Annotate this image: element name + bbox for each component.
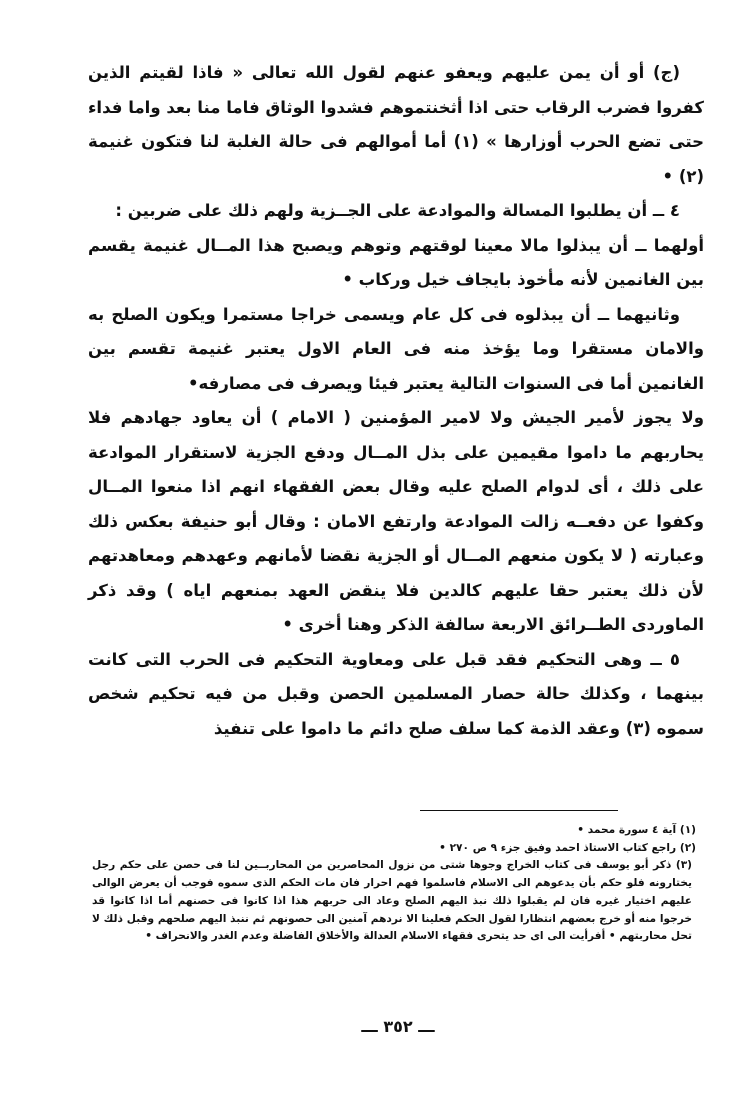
paragraph-first-type: أولهما ــ أن يبذلوا مالا معينا لوقتهم وتوهم ويصبح هذا المــال غنيمة يقسم بين الغانمين لأنه مأخوذ بايجاف خيل وركاب • (88, 235, 704, 289)
footnote-2: (٢) راجع كتاب الاستاذ احمد وفيق جزء ٩ ص ٢٧٠ • (439, 841, 696, 854)
paragraph-second-type: وثانيهما ــ أن يبذلوه فى كل عام ويسمى خراجا مستمرا ويكون الصلح به والامان مستقرا وما يؤخذ منه فى العام الاول يعتبر غنيمة تقسم بين الغانمين أما فى السنوات التالية يعتبر فيئا ويصرف فى مصارفه• (88, 304, 704, 393)
footnotes (92, 822, 696, 946)
paragraph-item-5: ٥ ــ وهى التحكيم فقد قبل على ومعاوية التحكيم فى الحرب التى كانت بينهما ، وكذلك حالة حصار المسلمين الحصن وقبل من فيه تحكيم شخص سموه (٣) وعقد الذمة كما سلف صلح دائم ما داموا على تنفيذ (88, 649, 704, 738)
footnote-divider (420, 810, 618, 811)
footnote-1: (١) آية ٤ سورة محمد • (577, 824, 696, 836)
paragraph-option-c: (ج) أو أن يمن عليهم ويعفو عنهم لقول الله تعالى « فاذا لقيتم الذين كفروا فضرب الرقاب حتى اذا أثخنتموهم فشدوا الوثاق فاما منا بعد واما فداء حتى تضع الحرب أوزارها » (١) أما أموالهم فى حالة الغلبة لنا فتكون غنيمة (٢) • (88, 63, 704, 186)
paragraph-jihad-ruling: ولا يجوز لأمير الجيش ولا لامير المؤمنين ( الامام ) أن يعاود جهادهم فلا يحاربهم ما داموا مقيمين على بذل المــال ودفع الجزية لاستقرار الموادعة على ذلك ، أى لدوام الصلح عليه وقال بعض الفقهاء انهم اذا منعوا المــال وكفوا عن دفعــه زالت الموادعة وارتفع الامان : وقال أبو حنيفة بعكس ذلك وعبارته ( لا يكون منعهم المــال أو الجزية نقضا لأمانهم وعهدهم ومعاهدتهم لأن ذلك يعتبر حقا عليهم كالدين فلا ينقض العهد بمنعهم اياه ) وقد ذكر الماوردى الطــرائق الاربعة سالفة الذكر وهنا أخرى • (88, 408, 704, 634)
page-number: ـــ ٣٥٢ ـــ (361, 1017, 435, 1036)
footnote-3: (٣) ذكر أبو يوسف فى كتاب الخراج وجوها شتى من نزول المحاصرين من المحاربــين لنا فى حصن على حكم رجل يختارونه فلو حكم بأن يدعوهم الى الاسلام فاسلموا فهم احرار فان مات الحكم الذى سموه فوجب أن يعرض الوالى عليهم اختيار غيره فان لم يقبلوا ذلك نبذ اليهم الصلح وعاد الى حربهم هذا اذا كانوا فى حصنهم أما اذا كانوا قد خرجوا منه أو خرج بعضهم انتظارا لقول الحكم فعلينا الا نردهم آمنين الى حصونهم ثم ننبذ اليهم صلحهم وقبل ذلك لا تحل محاربتهم • أفرأيت الى اى حد يتحرى فقهاء الاسلام العدالة والأخلاق الفاضلة وعدم الغدر والانحراف • (92, 859, 692, 943)
main-text (88, 56, 704, 746)
paragraph-item-4: ٤ ــ أن يطلبوا المسالة والموادعة على الجــزية ولهم ذلك على ضربين : (115, 201, 680, 220)
